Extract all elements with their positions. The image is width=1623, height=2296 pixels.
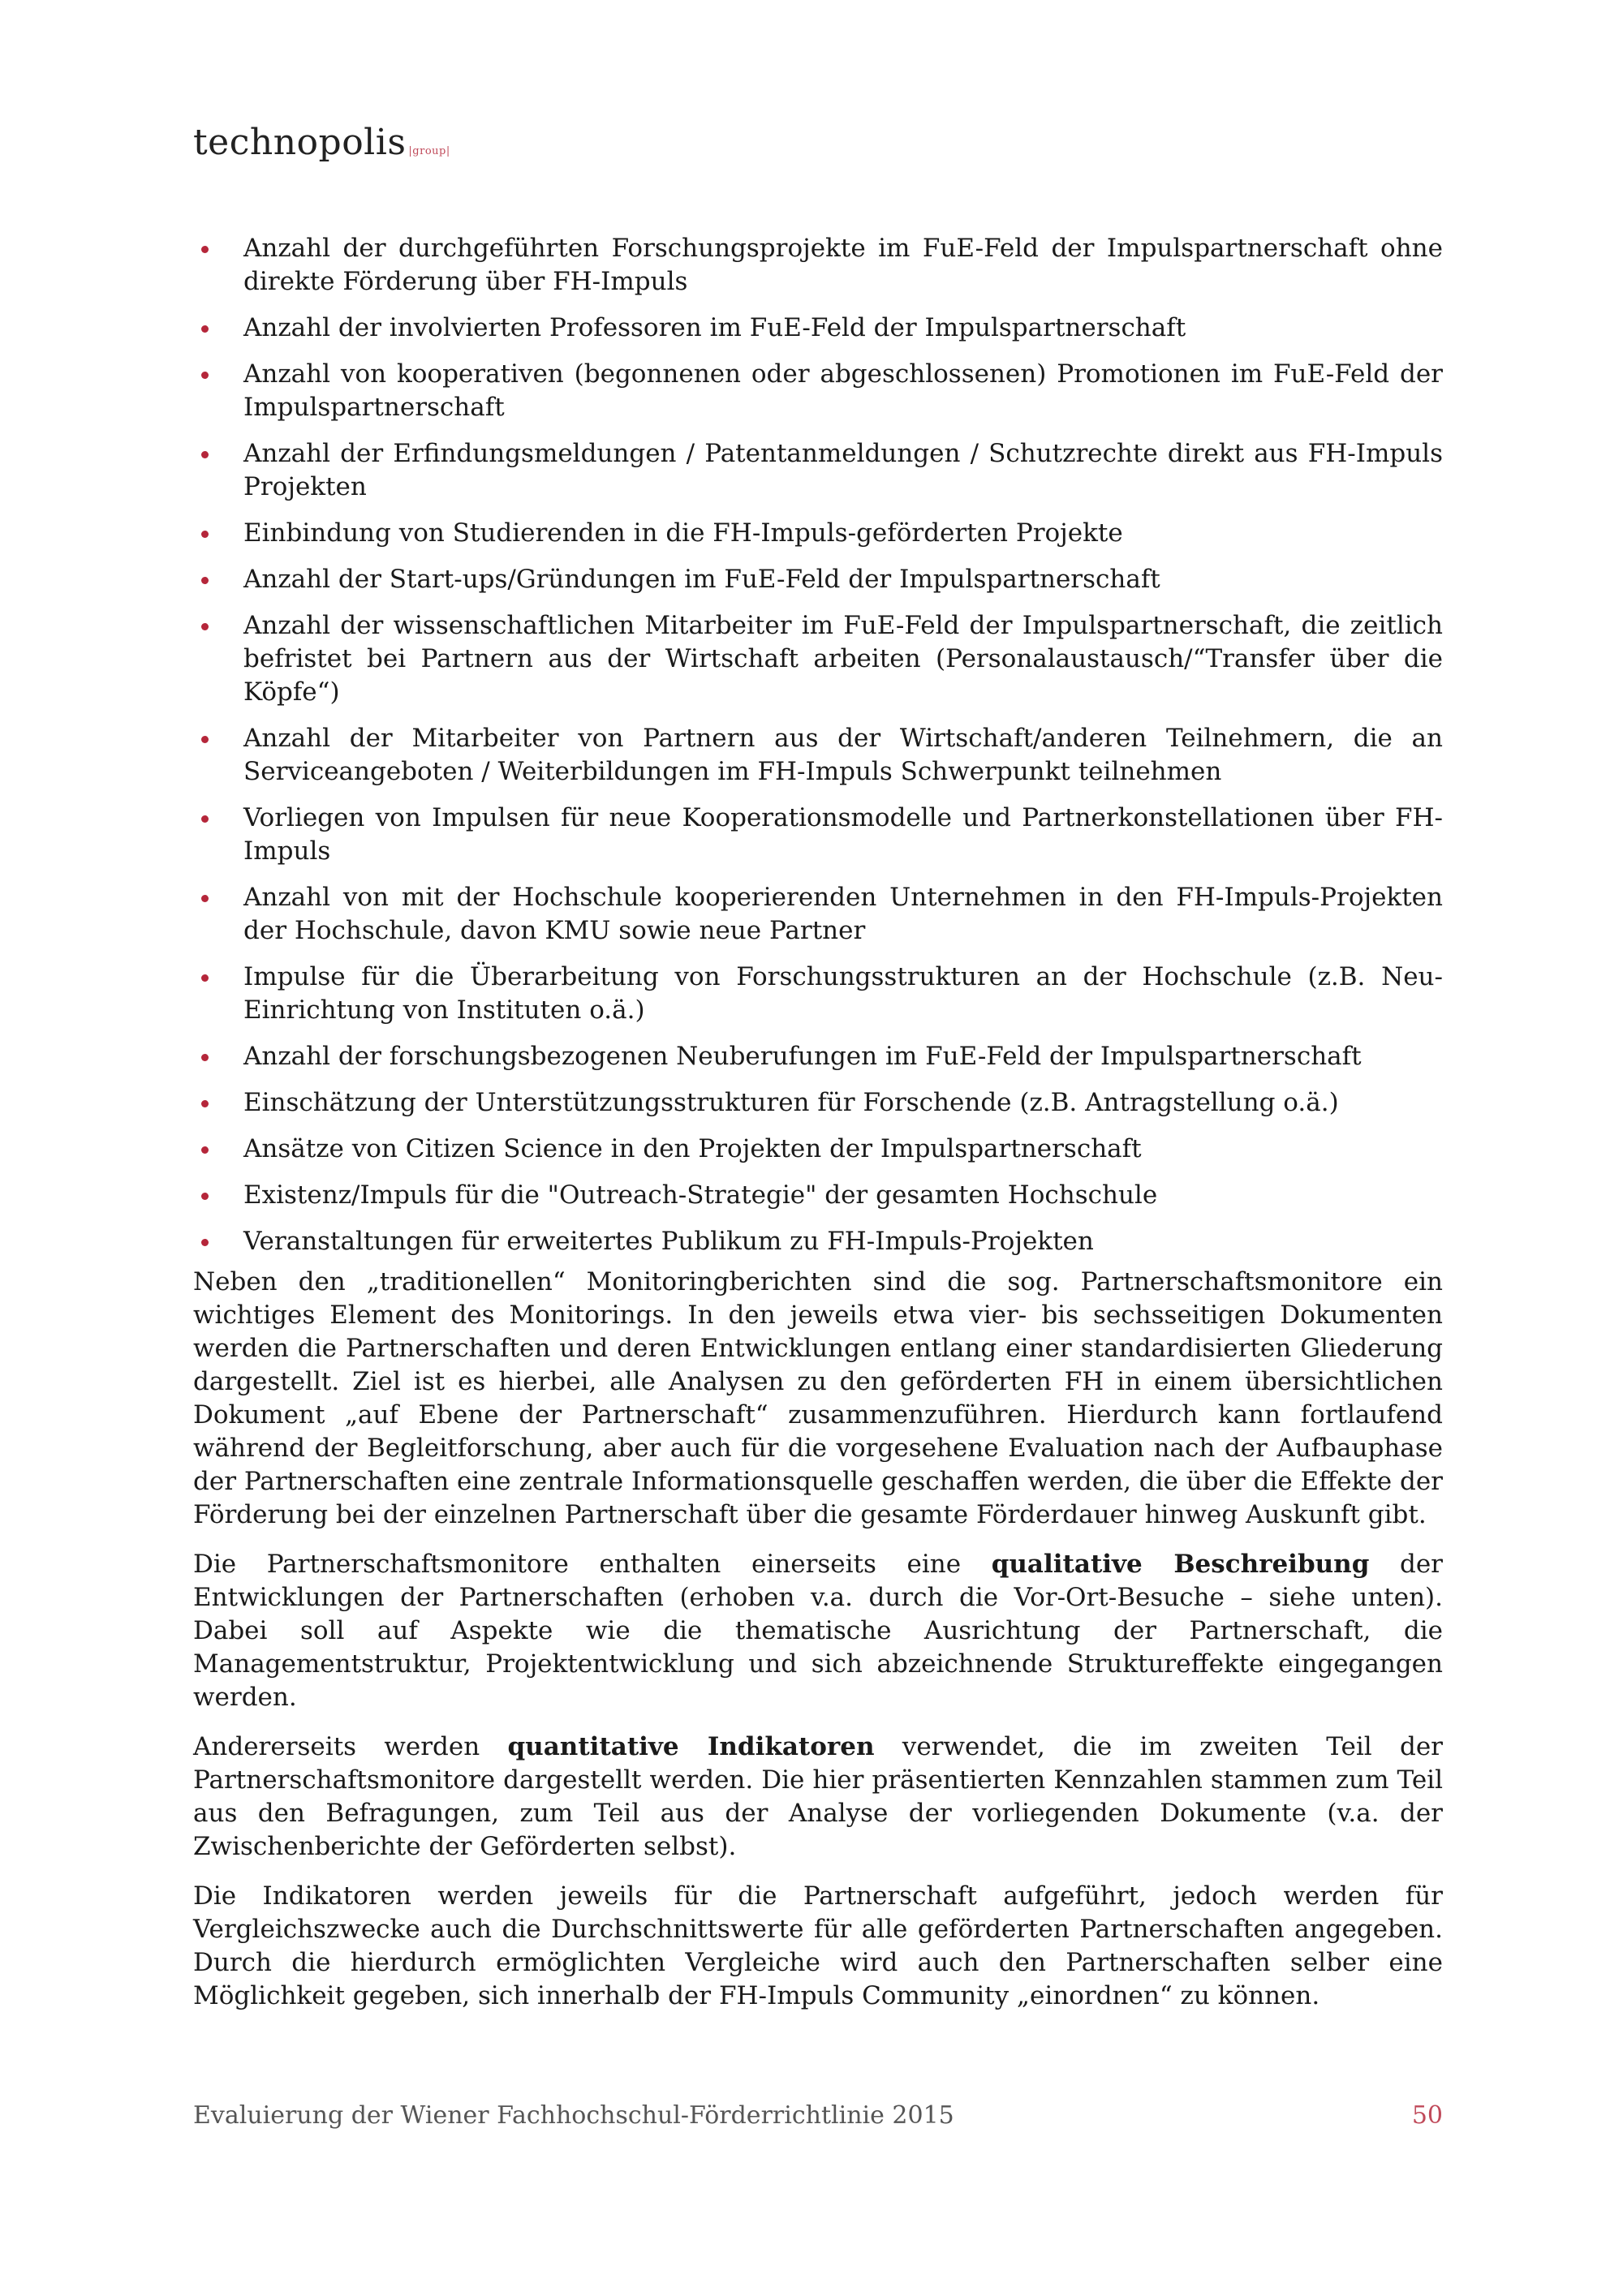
list-item: [193, 358, 1443, 424]
bullet-icon: [201, 736, 209, 743]
bullet-icon: [201, 1193, 209, 1200]
paragraph-text: verwendet, die im zweiten Teil der Partnerschaftsmonitore dargestellt werden. Die hier präsentierten Kennzahlen stammen zum Teil aus den Befragungen, zum Teil aus der Analyse der vorliegenden Dokumente (v.a. der Zwischenberichte der Geförderten selbst).: [193, 1732, 1443, 1861]
list-item: [193, 722, 1443, 789]
list-item: [193, 961, 1443, 1027]
bullet-icon: [201, 1054, 209, 1061]
footer-title: Evaluierung der Wiener Fachhochschul-Förderrichtlinie 2015: [193, 2101, 954, 2130]
list-item-text: Vorliegen von Impulsen für neue Kooperationsmodelle und Partnerkonstellationen über FH-Impuls: [243, 803, 1443, 866]
list-item-text: Anzahl der durchgeführten Forschungsprojekte im FuE-Feld der Impulspartnerschaft ohne direkte Förderung über FH-Impuls: [243, 234, 1443, 296]
list-item: [193, 881, 1443, 948]
list-item: [193, 232, 1443, 299]
bullet-icon: [201, 531, 209, 538]
list-item-text: Anzahl der involvierten Professoren im FuE-Feld der Impulspartnerschaft: [243, 313, 1186, 342]
list-item: [193, 517, 1443, 550]
page-number: 50: [1411, 2101, 1443, 2130]
list-item: [193, 1086, 1443, 1120]
list-item: [193, 1179, 1443, 1212]
list-item: [193, 1040, 1443, 1073]
paragraph: [193, 1548, 1443, 1714]
bullet-icon: [201, 895, 209, 902]
bullet-icon: [201, 623, 209, 630]
page-footer: [193, 2101, 1443, 2130]
list-item: [193, 802, 1443, 868]
paragraph: Die Indikatoren werden jeweils für die Partnerschaft aufgeführt, jedoch werden für Vergleichszwecke auch die Durchschnittswerte für alle geförderten Partnerschaften angegeben. Durch die hierdurch ermöglichten Vergleiche wird auch den Partnerschaften selber eine Möglichkeit gegeben, sich innerhalb der FH-Impuls Community „einordnen“ zu können.: [193, 1881, 1443, 2010]
bullet-icon: [201, 1146, 209, 1154]
list-item: [193, 312, 1443, 345]
bullet-icon: [201, 325, 209, 333]
page-header: [193, 122, 450, 163]
logo-subtext: |group|: [408, 145, 450, 157]
list-item: [193, 1133, 1443, 1166]
list-item-text: Anzahl der Mitarbeiter von Partnern aus der Wirtschaft/anderen Teilnehmern, die an Serviceangeboten / Weiterbildungen im FH-Impuls Schwerpunkt teilnehmen: [243, 724, 1443, 786]
list-item-text: Anzahl der forschungsbezogenen Neuberufungen im FuE-Feld der Impulspartnerschaft: [243, 1042, 1362, 1071]
list-item-text: Anzahl der Erfindungsmeldungen / Patentanmeldungen / Schutzrechte direkt aus FH-Impuls Projekten: [243, 439, 1443, 501]
bullet-icon: [201, 577, 209, 584]
list-item-text: Impulse für die Überarbeitung von Forschungsstrukturen an der Hochschule (z.B. Neu-Einrichtung von Instituten o.ä.): [243, 962, 1443, 1025]
list-item-text: Existenz/Impuls für die "Outreach-Strategie" der gesamten Hochschule: [243, 1180, 1158, 1210]
list-item-text: Anzahl der wissenschaftlichen Mitarbeiter im FuE-Feld der Impulspartnerschaft, die zeitlich befristet bei Partnern aus der Wirtschaft arbeiten (Personalaustausch/“Transfer über die Köpfe“): [243, 611, 1443, 707]
emphasis: quantitative Indikatoren: [507, 1732, 875, 1761]
logo-text: technopolis: [193, 122, 407, 163]
body-text: [193, 1266, 1443, 2029]
emphasis: qualitative Beschreibung: [991, 1550, 1370, 1579]
bullet-icon: [201, 1239, 209, 1246]
list-item: [193, 1225, 1443, 1258]
list-item-text: Anzahl der Start-ups/Gründungen im FuE-Feld der Impulspartnerschaft: [243, 565, 1160, 594]
bullet-icon: [201, 815, 209, 823]
bullet-icon: [201, 246, 209, 253]
paragraph-text: Andererseits werden: [193, 1732, 508, 1761]
paragraph-text: der Entwicklungen der Partnerschaften (erhoben v.a. durch die Vor-Ort-Besuche – siehe unten). Dabei soll auf Aspekte wie die thematische Ausrichtung der Partnerschaft, die Managementstruktur, Projektentwicklung und sich abzeichnende Struktureffekte eingegangen werden.: [193, 1550, 1444, 1712]
list-item-text: Ansätze von Citizen Science in den Projekten der Impulspartnerschaft: [243, 1134, 1142, 1163]
list-item-text: Veranstaltungen für erweitertes Publikum zu FH-Impuls-Projekten: [243, 1227, 1094, 1256]
bullet-icon: [201, 372, 209, 379]
bullet-icon: [201, 451, 209, 458]
paragraph: Neben den „traditionellen“ Monitoringberichten sind die sog. Partnerschaftsmonitore ein wichtiges Element des Monitorings. In den jeweils etwa vier- bis sechsseitigen Dokumenten werden die Partnerschaften und deren Entwicklungen entlang einer standardisierten Gliederung dargestellt. Ziel ist es hierbei, alle Analysen zu den geförderten FH in einem übersichtlichen Dokument „auf Ebene der Partnerschaft“ zusammenzuführen. Hierdurch kann fortlaufend während der Begleitforschung, aber auch für die vorgesehene Evaluation nach der Aufbauphase der Partnerschaften eine zentrale Informationsquelle geschaffen werden, die über die Effekte der Förderung bei der einzelnen Partnerschaft über die gesamte Förderdauer hinweg Auskunft gibt.: [193, 1267, 1443, 1529]
indicator-list: [193, 232, 1443, 1271]
list-item-text: Einschätzung der Unterstützungsstrukturen für Forschende (z.B. Antragstellung o.ä.): [243, 1088, 1339, 1117]
list-item: [193, 437, 1443, 504]
logo: [193, 122, 450, 163]
list-item: [193, 609, 1443, 709]
list-item-text: Anzahl von kooperativen (begonnenen oder abgeschlossenen) Promotionen im FuE-Feld der Impulspartnerschaft: [243, 359, 1443, 422]
paragraph-text: Die Partnerschaftsmonitore enthalten einerseits eine: [193, 1550, 992, 1579]
list-item-text: Anzahl von mit der Hochschule kooperierenden Unternehmen in den FH-Impuls-Projekten der Hochschule, davon KMU sowie neue Partner: [243, 883, 1443, 945]
list-item-text: Einbindung von Studierenden in die FH-Impuls-geförderten Projekte: [243, 518, 1123, 548]
paragraph: [193, 1731, 1443, 1864]
bullet-icon: [201, 1100, 209, 1107]
list-item: [193, 563, 1443, 596]
bullet-icon: [201, 974, 209, 982]
